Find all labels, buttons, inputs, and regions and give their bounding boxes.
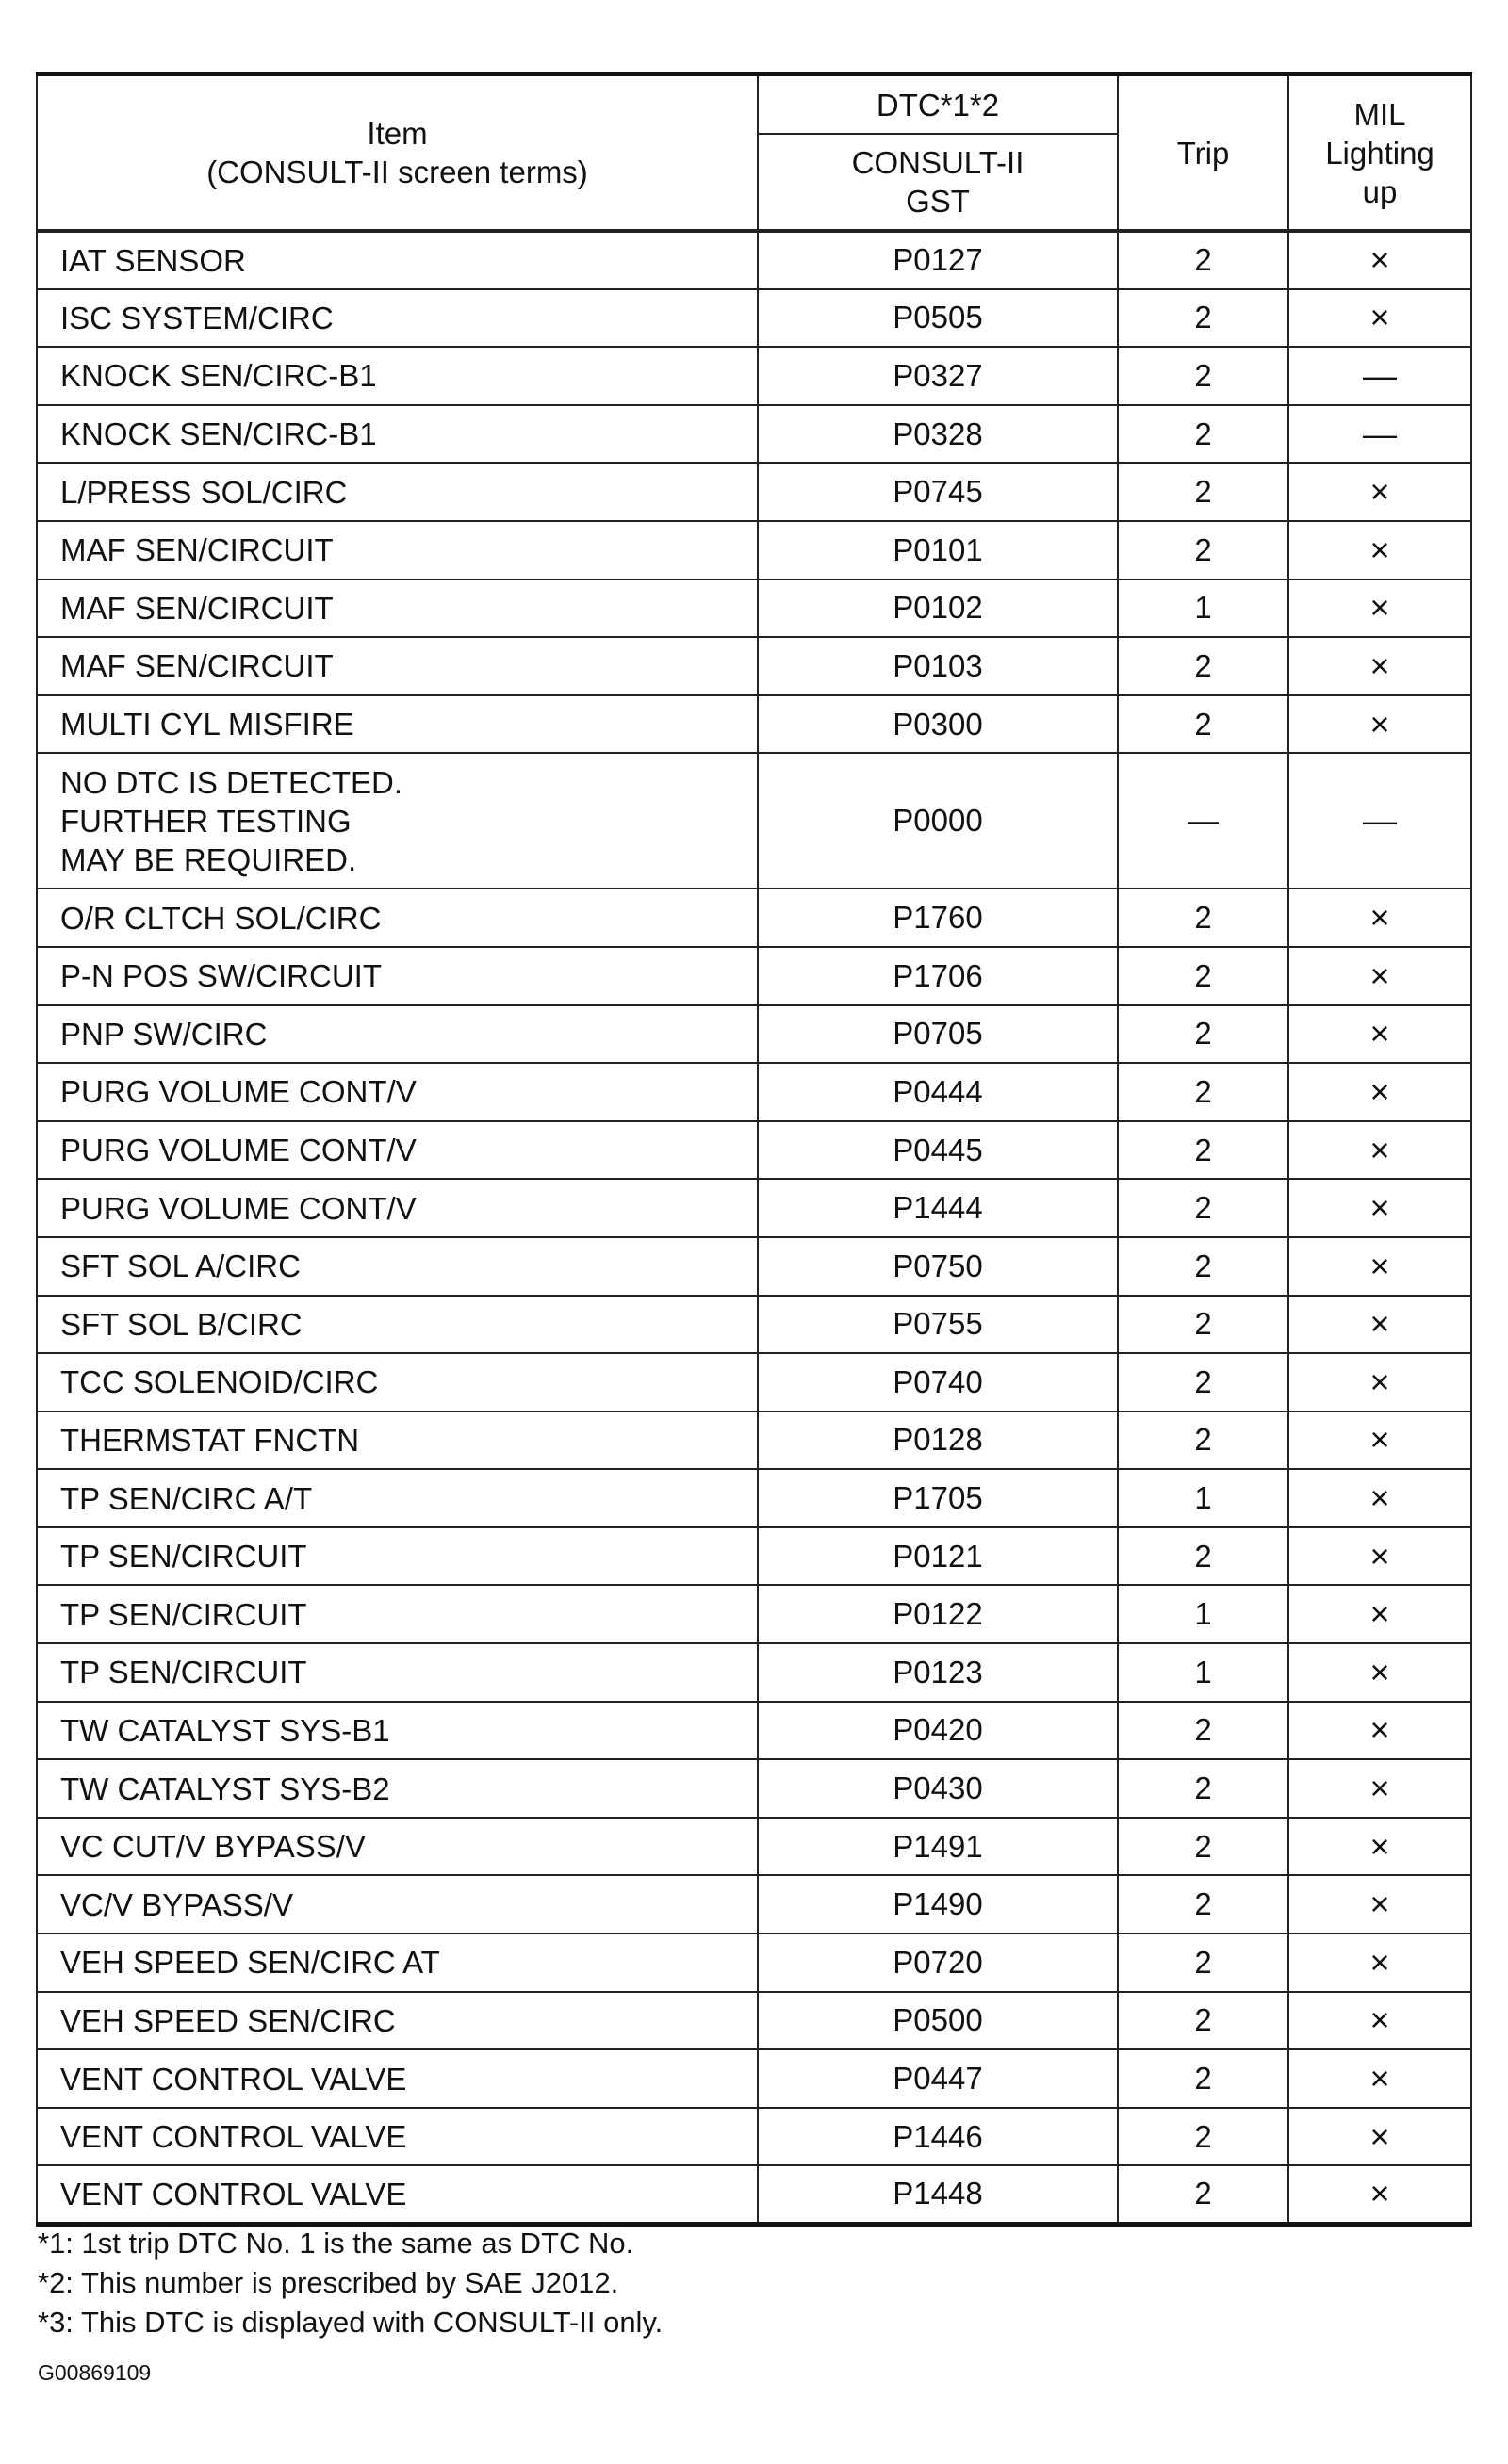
table-row	[37, 463, 1471, 521]
dtc-code-cell: P0720	[758, 1934, 1118, 1992]
dtc-code-cell: P0500	[758, 1992, 1118, 2050]
item-cell: PURG VOLUME CONT/V	[37, 1121, 758, 1180]
table-row	[37, 1702, 1471, 1760]
dtc-code-cell: P1706	[758, 947, 1118, 1005]
trip-cell: 2	[1118, 2049, 1288, 2108]
dtc-code-cell: P0328	[758, 405, 1118, 464]
mil-cell: ×	[1288, 289, 1471, 348]
item-cell: VENT CONTROL VALVE	[37, 2165, 758, 2224]
trip-cell: —	[1118, 753, 1288, 889]
trip-cell: 2	[1118, 289, 1288, 348]
mil-cell: ×	[1288, 1759, 1471, 1818]
trip-cell: 2	[1118, 1296, 1288, 1354]
dtc-code-cell: P0300	[758, 695, 1118, 754]
item-cell: SFT SOL B/CIRC	[37, 1296, 758, 1354]
trip-cell: 2	[1118, 1063, 1288, 1121]
dtc-code-cell: P0103	[758, 637, 1118, 695]
item-column-header	[37, 74, 758, 232]
item-cell: VENT CONTROL VALVE	[37, 2108, 758, 2166]
table-row	[37, 1179, 1471, 1237]
item-cell: ISC SYSTEM/CIRC	[37, 289, 758, 348]
dtc-code-cell: P0101	[758, 521, 1118, 579]
mil-cell: —	[1288, 405, 1471, 464]
dtc-code-cell: P1705	[758, 1469, 1118, 1527]
mil-cell: ×	[1288, 1469, 1471, 1527]
mil-cell: ×	[1288, 1934, 1471, 1992]
dtc-code-cell: P0430	[758, 1759, 1118, 1818]
table-row	[37, 289, 1471, 348]
dtc-code-cell: P0420	[758, 1702, 1118, 1760]
trip-cell: 2	[1118, 405, 1288, 464]
dtc-code-cell: P1760	[758, 889, 1118, 947]
item-cell: TP SEN/CIRC A/T	[37, 1469, 758, 1527]
trip-cell: 2	[1118, 2165, 1288, 2224]
mil-header-line1: MIL	[1353, 96, 1406, 132]
dtc-code-cell: P0755	[758, 1296, 1118, 1354]
header-row-1	[37, 74, 1471, 135]
trip-cell: 2	[1118, 1411, 1288, 1470]
item-cell: TP SEN/CIRCUIT	[37, 1527, 758, 1586]
mil-header-line2: Lighting	[1325, 135, 1434, 171]
table-row	[37, 2108, 1471, 2166]
dtc-code-cell: P0740	[758, 1353, 1118, 1411]
table-row	[37, 1469, 1471, 1527]
dtc-code-cell: P0705	[758, 1005, 1118, 1064]
mil-cell: ×	[1288, 2049, 1471, 2108]
trip-cell: 1	[1118, 1643, 1288, 1702]
table-header	[37, 74, 1471, 232]
trip-cell: 1	[1118, 1469, 1288, 1527]
item-cell: KNOCK SEN/CIRC-B1	[37, 405, 758, 464]
table-row	[37, 637, 1471, 695]
item-cell: VC CUT/V BYPASS/V	[37, 1818, 758, 1876]
item-cell: MULTI CYL MISFIRE	[37, 695, 758, 754]
mil-cell: —	[1288, 753, 1471, 889]
mil-column-header	[1288, 74, 1471, 232]
trip-cell: 2	[1118, 889, 1288, 947]
table-row	[37, 1353, 1471, 1411]
trip-cell: 2	[1118, 463, 1288, 521]
item-cell: VEH SPEED SEN/CIRC AT	[37, 1934, 758, 1992]
dtc-code-cell: P1444	[758, 1179, 1118, 1237]
dtc-code-cell: P0121	[758, 1527, 1118, 1586]
dtc-code-cell: P0447	[758, 2049, 1118, 2108]
mil-cell: ×	[1288, 1063, 1471, 1121]
table-row	[37, 753, 1471, 889]
item-cell: TP SEN/CIRCUIT	[37, 1585, 758, 1643]
table-row	[37, 1005, 1471, 1064]
dtc-code-cell: P0122	[758, 1585, 1118, 1643]
trip-cell: 2	[1118, 1179, 1288, 1237]
footnote-2: *2: This number is prescribed by SAE J2012.	[38, 2266, 619, 2299]
table-row	[37, 521, 1471, 579]
item-cell: NO DTC IS DETECTED. FURTHER TESTING MAY BE REQUIRED.	[37, 753, 758, 889]
table-row	[37, 1643, 1471, 1702]
table-row	[37, 1934, 1471, 1992]
dtc-code-cell: P1491	[758, 1818, 1118, 1876]
dtc-code-cell: P0127	[758, 231, 1118, 289]
table-row	[37, 1759, 1471, 1818]
mil-cell: ×	[1288, 463, 1471, 521]
mil-cell: ×	[1288, 1296, 1471, 1354]
mil-cell: ×	[1288, 1585, 1471, 1643]
footnote-1: *1: 1st trip DTC No. 1 is the same as DTC No.	[38, 2227, 634, 2260]
mil-cell: ×	[1288, 1179, 1471, 1237]
table-row	[37, 1296, 1471, 1354]
mil-cell: ×	[1288, 1527, 1471, 1586]
dtc-subheader-line2: GST	[906, 184, 970, 219]
dtc-code-cell: P0327	[758, 347, 1118, 405]
table-row	[37, 889, 1471, 947]
mil-cell: ×	[1288, 2165, 1471, 2224]
dtc-code-cell: P0128	[758, 1411, 1118, 1470]
trip-cell: 2	[1118, 2108, 1288, 2166]
trip-cell: 2	[1118, 231, 1288, 289]
table-row	[37, 1121, 1471, 1180]
item-cell: TW CATALYST SYS-B1	[37, 1702, 758, 1760]
dtc-code-cell: P1446	[758, 2108, 1118, 2166]
table-row	[37, 231, 1471, 289]
item-cell: PURG VOLUME CONT/V	[37, 1179, 758, 1237]
item-cell: MAF SEN/CIRCUIT	[37, 637, 758, 695]
dtc-code-cell: P0750	[758, 1237, 1118, 1296]
table-row	[37, 579, 1471, 638]
item-cell: THERMSTAT FNCTN	[37, 1411, 758, 1470]
table-row	[37, 1875, 1471, 1934]
item-header-line2: (CONSULT-II screen terms)	[206, 155, 588, 189]
trip-cell: 2	[1118, 347, 1288, 405]
table-row	[37, 1818, 1471, 1876]
dtc-subheader-line1: CONSULT-II	[851, 145, 1024, 180]
mil-cell: ×	[1288, 637, 1471, 695]
dtc-group-header: DTC*1*2	[758, 74, 1118, 135]
mil-cell: ×	[1288, 521, 1471, 579]
trip-column-header: Trip	[1118, 74, 1288, 232]
table-row	[37, 1063, 1471, 1121]
trip-cell: 2	[1118, 1818, 1288, 1876]
mil-cell: ×	[1288, 1353, 1471, 1411]
dtc-code-cell: P0444	[758, 1063, 1118, 1121]
item-cell: TP SEN/CIRCUIT	[37, 1643, 758, 1702]
dtc-code-cell: P0505	[758, 289, 1118, 348]
trip-cell: 2	[1118, 637, 1288, 695]
trip-cell: 2	[1118, 947, 1288, 1005]
trip-cell: 2	[1118, 1527, 1288, 1586]
item-cell: TCC SOLENOID/CIRC	[37, 1353, 758, 1411]
trip-cell: 2	[1118, 1005, 1288, 1064]
table-body	[37, 231, 1471, 2224]
trip-cell: 2	[1118, 1702, 1288, 1760]
trip-cell: 2	[1118, 1992, 1288, 2050]
dtc-code-cell: P1448	[758, 2165, 1118, 2224]
dtc-table	[36, 72, 1472, 2227]
dtc-subheader	[758, 134, 1118, 231]
trip-cell: 2	[1118, 1353, 1288, 1411]
mil-cell: ×	[1288, 1237, 1471, 1296]
mil-cell: ×	[1288, 1121, 1471, 1180]
table-row	[37, 405, 1471, 464]
figure-id: G00869109	[38, 2360, 152, 2385]
item-cell: VC/V BYPASS/V	[37, 1875, 758, 1934]
trip-cell: 2	[1118, 1875, 1288, 1934]
dtc-code-cell: P0000	[758, 753, 1118, 889]
trip-cell: 1	[1118, 579, 1288, 638]
trip-cell: 2	[1118, 1237, 1288, 1296]
mil-cell: ×	[1288, 695, 1471, 754]
item-header-line1: Item	[367, 116, 428, 151]
mil-cell: ×	[1288, 1411, 1471, 1470]
table-row	[37, 1411, 1471, 1470]
mil-cell: ×	[1288, 579, 1471, 638]
item-cell: TW CATALYST SYS-B2	[37, 1759, 758, 1818]
table-row	[37, 2049, 1471, 2108]
trip-cell: 2	[1118, 1121, 1288, 1180]
mil-cell: ×	[1288, 1818, 1471, 1876]
table-row	[37, 1527, 1471, 1586]
footnote-3: *3: This DTC is displayed with CONSULT-II only.	[38, 2306, 664, 2339]
table-row	[37, 947, 1471, 1005]
item-cell: SFT SOL A/CIRC	[37, 1237, 758, 1296]
item-cell: VENT CONTROL VALVE	[37, 2049, 758, 2108]
item-cell: VEH SPEED SEN/CIRC	[37, 1992, 758, 2050]
item-cell: O/R CLTCH SOL/CIRC	[37, 889, 758, 947]
table-row	[37, 2165, 1471, 2224]
mil-cell: ×	[1288, 231, 1471, 289]
item-cell: PURG VOLUME CONT/V	[37, 1063, 758, 1121]
dtc-code-cell: P0445	[758, 1121, 1118, 1180]
item-cell: MAF SEN/CIRCUIT	[37, 521, 758, 579]
item-cell: KNOCK SEN/CIRC-B1	[37, 347, 758, 405]
table-row	[37, 347, 1471, 405]
dtc-code-cell: P1490	[758, 1875, 1118, 1934]
trip-cell: 2	[1118, 521, 1288, 579]
table-row	[37, 1585, 1471, 1643]
mil-cell: ×	[1288, 947, 1471, 1005]
mil-cell: ×	[1288, 1005, 1471, 1064]
mil-cell: ×	[1288, 2108, 1471, 2166]
item-cell: L/PRESS SOL/CIRC	[37, 463, 758, 521]
item-cell: PNP SW/CIRC	[37, 1005, 758, 1064]
dtc-code-cell: P0102	[758, 579, 1118, 638]
trip-cell: 2	[1118, 1759, 1288, 1818]
table-row	[37, 695, 1471, 754]
mil-cell: ×	[1288, 889, 1471, 947]
mil-cell: ×	[1288, 1643, 1471, 1702]
mil-cell: —	[1288, 347, 1471, 405]
trip-cell: 2	[1118, 695, 1288, 754]
dtc-code-cell: P0123	[758, 1643, 1118, 1702]
table-row	[37, 1237, 1471, 1296]
table-row	[37, 1992, 1471, 2050]
dtc-code-cell: P0745	[758, 463, 1118, 521]
item-cell: MAF SEN/CIRCUIT	[37, 579, 758, 638]
mil-cell: ×	[1288, 1875, 1471, 1934]
mil-cell: ×	[1288, 1992, 1471, 2050]
mil-header-line3: up	[1362, 173, 1398, 209]
trip-cell: 1	[1118, 1585, 1288, 1643]
item-cell: IAT SENSOR	[37, 231, 758, 289]
trip-cell: 2	[1118, 1934, 1288, 1992]
footnotes	[38, 2224, 663, 2342]
mil-cell: ×	[1288, 1702, 1471, 1760]
item-cell: P-N POS SW/CIRCUIT	[37, 947, 758, 1005]
